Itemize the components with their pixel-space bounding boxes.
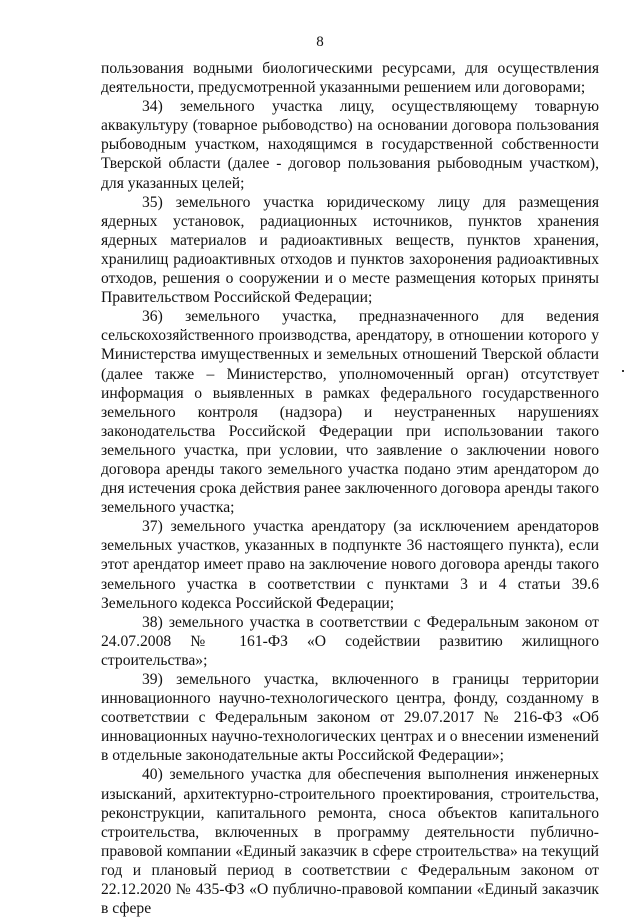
page-number: 8 [316,34,324,50]
paragraph-item-38: 38) земельного участка в соответствии с Федеральным законом от 24.07.2008 № 161-ФЗ «О содействии развитию жилищного строительства»; [101,613,599,669]
scan-speck [622,370,624,372]
paragraph-item-35: 35) земельного участка юридическому лицу для размещения ядерных установок, радиационных источников, пунктов хранения ядерных материалов и радиоактивных веществ, пунктов хранения, хранилищ радиоактивных отходов и пунктов захоронения радиоактивных отходов, решения о сооружении и о месте размещения которых приняты Правительством Российской Федерации; [101,193,599,307]
document-body [101,59,599,918]
paragraph-continuation: пользования водными биологическими ресурсами, для осуществления деятельности, предусмотренной указанными решением или договорами; [101,60,599,97]
paragraph-item-39: 39) земельного участка, включенного в границы территории инновационного научно-технологического центра, фонду, созданному в соответствии с Федеральным законом от 29.07.2017 № 216-ФЗ «Об инновационных научно-технологических центрах и о внесении изменений в отдельные законодательные акты Российской Федерации»; [101,671,599,765]
paragraph-item-37: 37) земельного участка арендатору (за исключением арендаторов земельных участков, указанных в подпункте 36 настоящего пункта), если этот арендатор имеет право на заключение нового договора аренды такого земельного участка в соответствии с пунктами 3 и 4 статьи 39.6 Земельного кодекса Российской Федерации; [101,518,599,612]
paragraph-item-34: 34) земельного участка лицу, осуществляющему товарную аквакультуру (товарное рыбоводство) на основании договора пользования рыбоводным участком, находящимся в государственной собственности Тверской области (далее - договор пользования рыбоводным участком), для указанных целей; [101,98,599,192]
paragraph-item-36: 36) земельного участка, предназначенного для ведения сельскохозяйственного производства, арендатору, в отношении которого у Министерства имущественных и земельных отношений Тверской области (далее также – Министерство, уполномоченный орган) отсутствует информация о выявленных в рамках федерального государственного земельного контроля (надзора) и неустраненных нарушениях законодательства Российской Федерации при использовании такого земельного участка, при условии, что заявление о заключении нового договора аренды такого земельного участка подано этим арендатором до дня истечения срока действия ранее заключенного договора аренды такого земельного участка; [101,308,599,517]
paragraph-item-40: 40) земельного участка для обеспечения выполнения инженерных изысканий, архитектурно-строительного проектирования, строительства, реконструкции, капитального ремонта, сноса объектов капитального строительства, включенных в программу деятельности публично-правовой компании «Единый заказчик в сфере строительства» на текущий год и плановый период в соответствии с Федеральным законом от 22.12.2020 № 435-ФЗ «О публично-правовой компании «Единый заказчик в сфере [101,766,599,918]
